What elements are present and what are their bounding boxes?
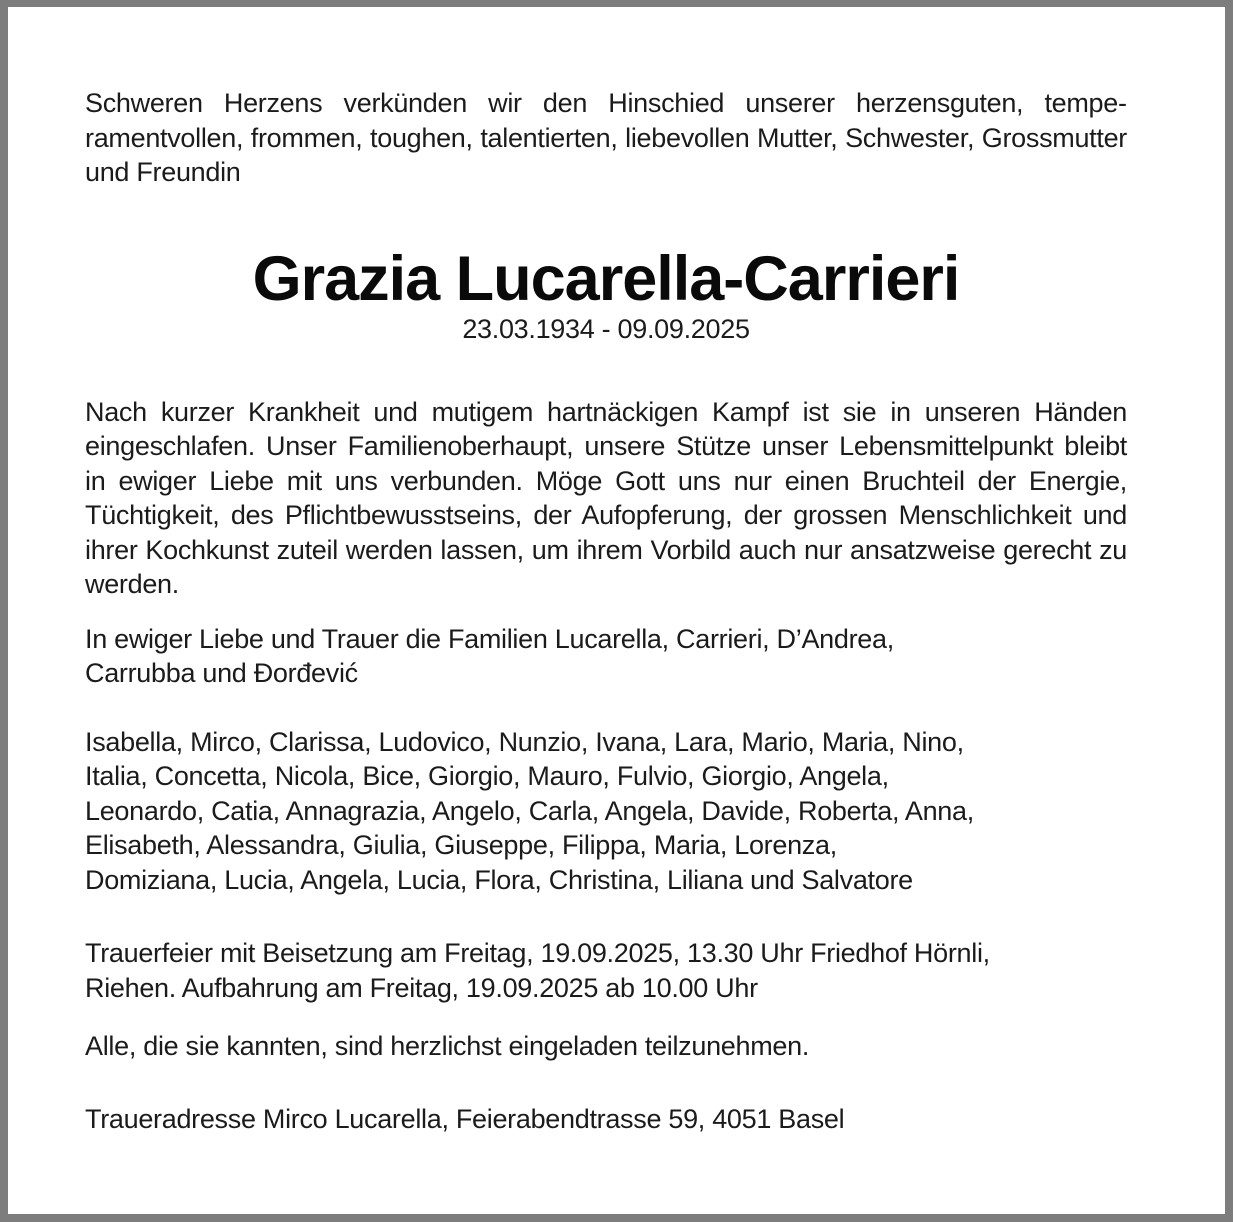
notice-content: [85, 86, 1127, 1136]
service-line: Trauerfeier mit Beisetzung am Freitag, 19.09.2025, 13.30 Uhr Friedhof Hörnli,: [85, 938, 990, 968]
obituary-notice: [8, 7, 1225, 1214]
family-block: [85, 622, 1127, 691]
intro-text: Schweren Herzens verkünden wir den Hinschied unserer herzensguten, temperamentvollen, frommen, toughen, talentierten, liebevollen Mutter, Schwester, Grossmutter und Freundin: [85, 88, 1127, 187]
mourners-line: Leonardo, Catia, Annagrazia, Angelo, Carla, Angela, Davide, Roberta, Anna,: [85, 795, 974, 826]
mourners-line: Italia, Concetta, Nicola, Bice, Giorgio, Mauro, Fulvio, Giorgio, Angela,: [85, 761, 889, 791]
mourning-address: Traueradresse Mirco Lucarella, Feierabendtrasse 59, 4051 Basel: [85, 1103, 845, 1134]
family-line: Carrubba und Đorđević: [85, 658, 358, 688]
tribute-text: Nach kurzer Krankheit und mutigem hartnäckigen Kampf ist sie in unseren Händen eingeschlafen. Unser Familienoberhaupt, unsere Stütze unser Lebensmittelpunkt bleibt in ewiger Liebe mit uns verbunden. Möge Gott uns nur einen Bruchteil der Energie, Tüchtigkeit, des Pflichtbewusstseins, der Aufopferung, der grossen Menschlichkeit und ihrer Kochkunst zuteil werden lassen, um ihrem Vorbild auch nur ansatzweise gerecht zu werden.: [85, 396, 1127, 599]
mourners-list: [85, 725, 1127, 898]
service-line: Riehen. Aufbahrung am Freitag, 19.09.2025 ab 10.00 Uhr: [85, 972, 758, 1003]
life-dates: 23.03.1934 - 09.09.2025: [462, 313, 750, 344]
deceased-name: Grazia Lucarella-Carrieri: [252, 243, 960, 314]
service-info: [85, 936, 1127, 1005]
family-line: In ewiger Liebe und Trauer die Familien Lucarella, Carrieri, D’Andrea,: [85, 623, 894, 654]
mourners-line: Isabella, Mirco, Clarissa, Ludovico, Nunzio, Ivana, Lara, Mario, Maria, Nino,: [85, 726, 964, 757]
mourners-line: Elisabeth, Alessandra, Giulia, Giuseppe, Filippa, Maria, Lorenza,: [85, 830, 837, 860]
invitation-text: Alle, die sie kannten, sind herzlichst eingeladen teilzunehmen.: [85, 1031, 810, 1061]
mourners-line: Domiziana, Lucia, Angela, Lucia, Flora, Christina, Liliana und Salvatore: [85, 864, 913, 895]
